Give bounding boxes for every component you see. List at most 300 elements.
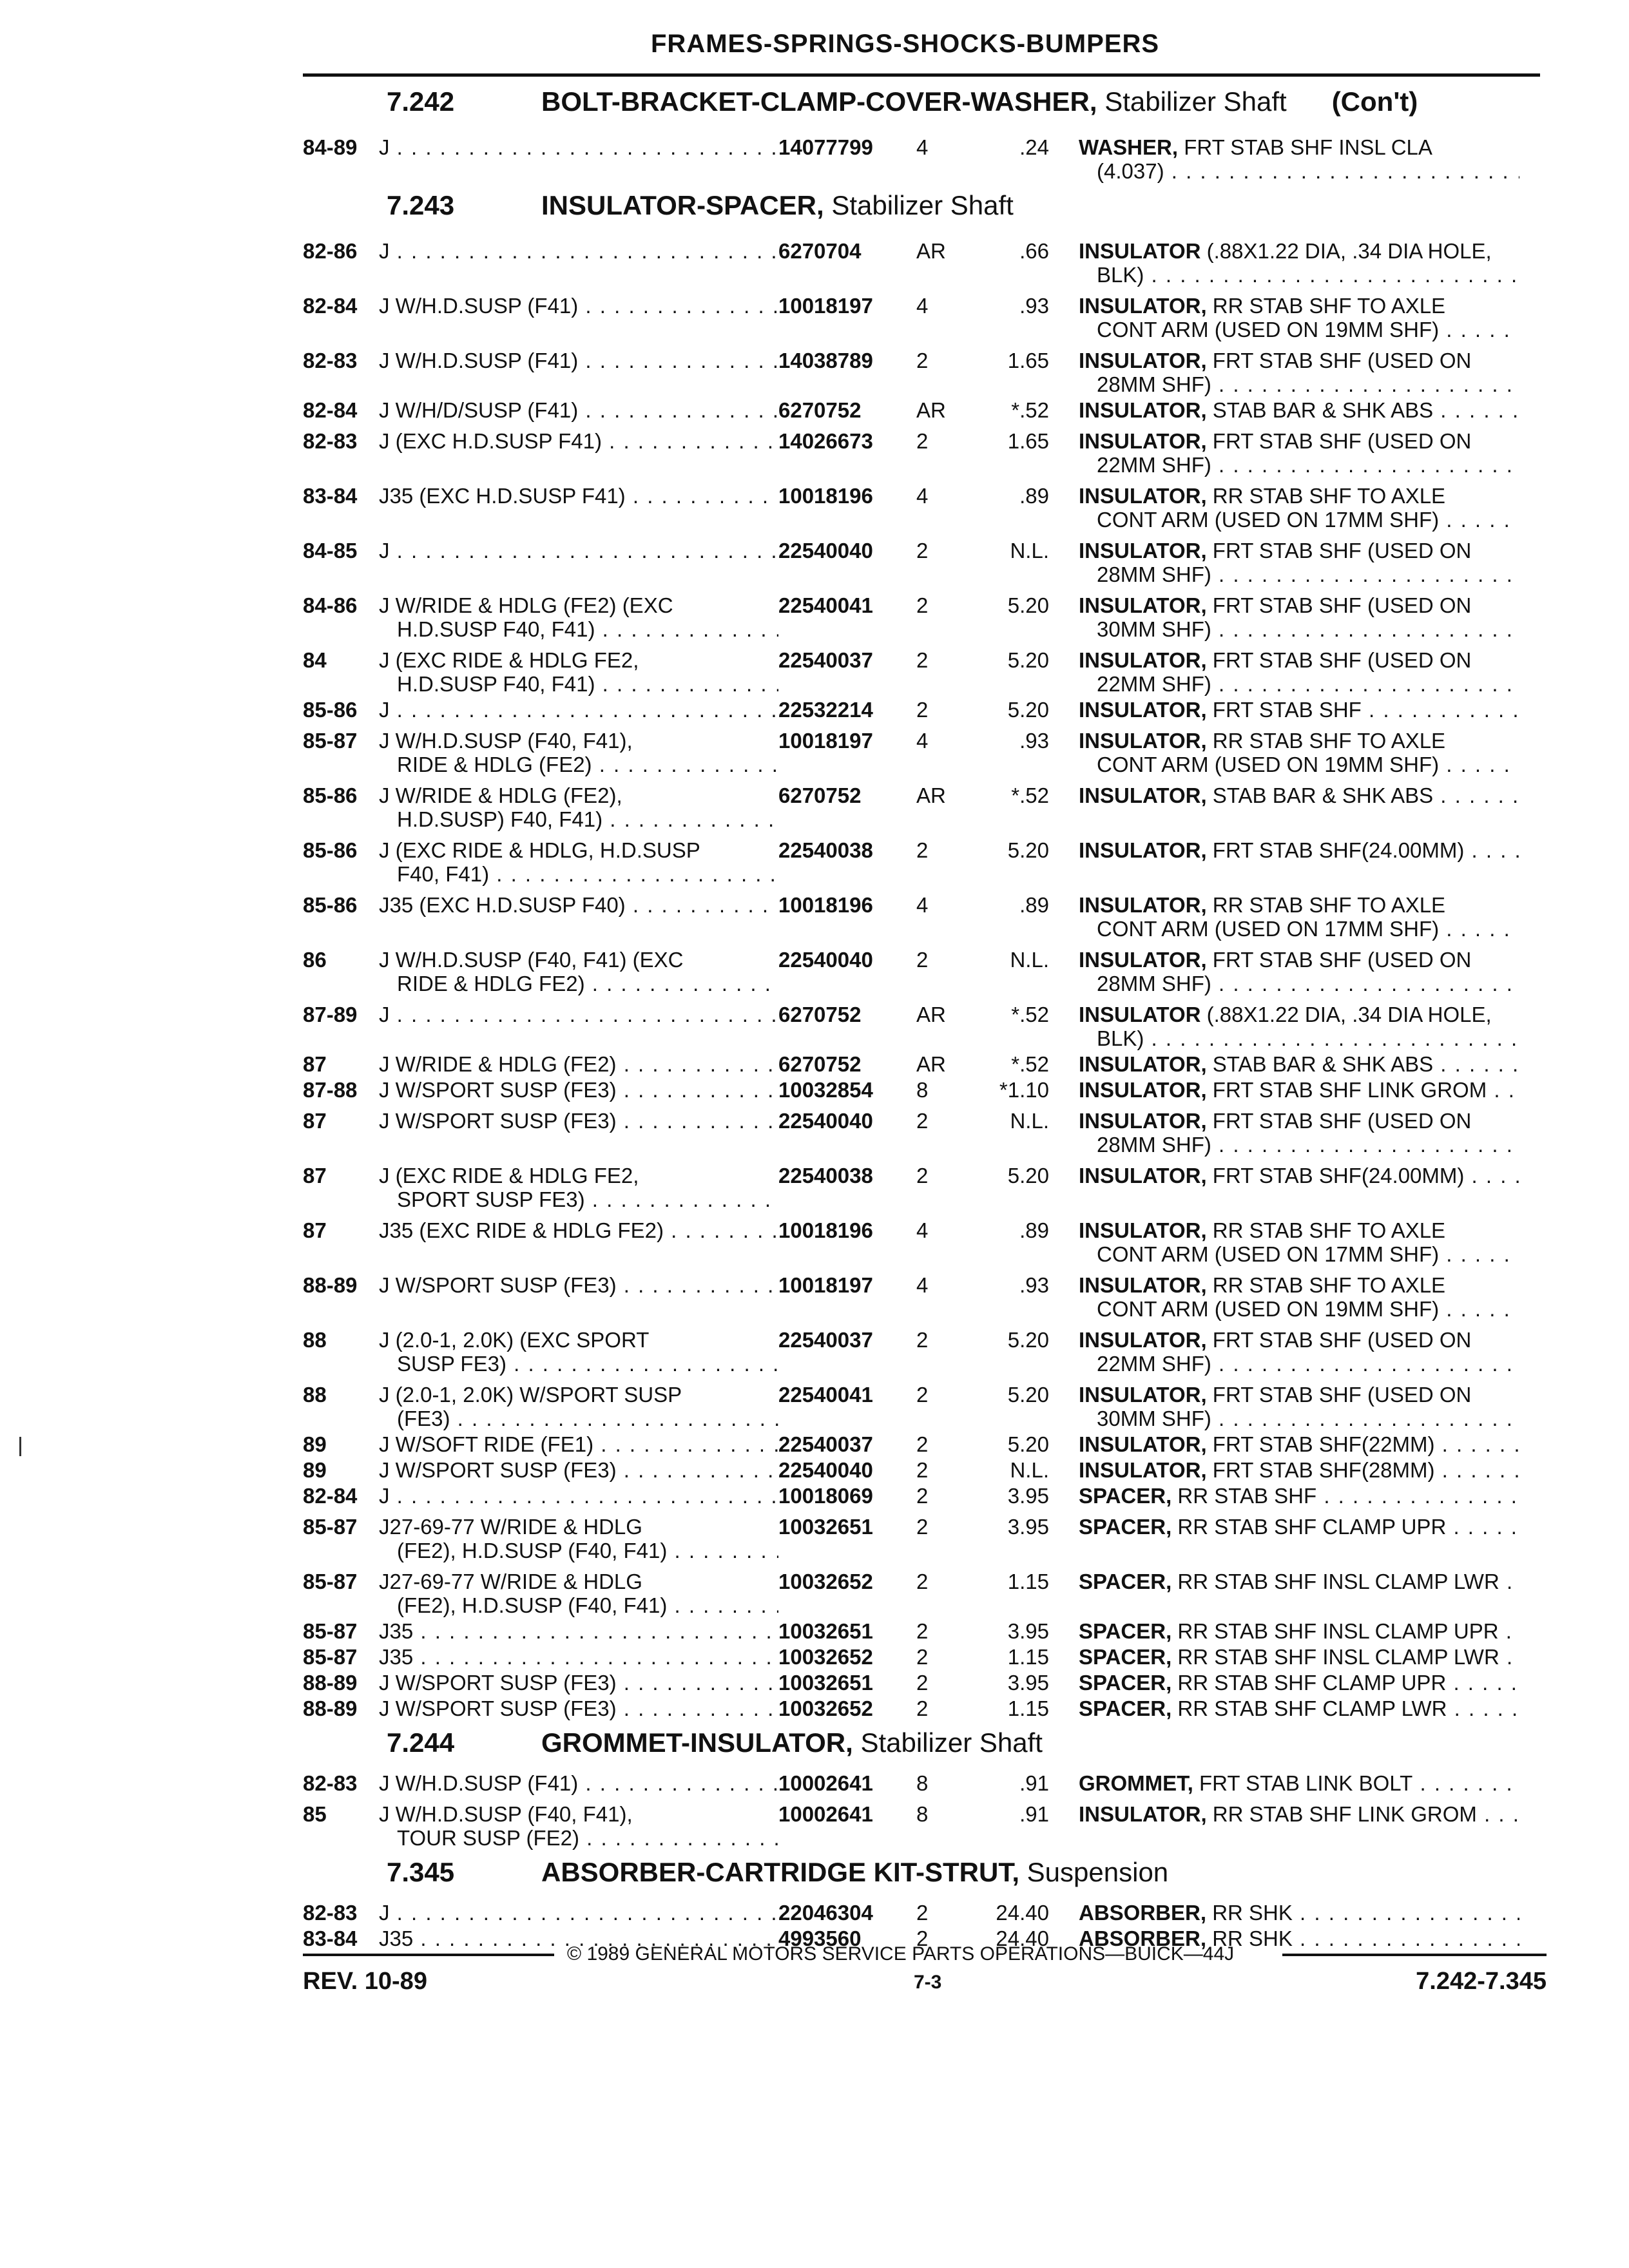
application-line: J W/H.D.SUSP (F40, F41), <box>379 1802 633 1826</box>
part-description <box>1055 1052 1519 1076</box>
part-name: INSULATOR, <box>1079 648 1207 672</box>
section-range: 7.242-7.345 <box>1416 1968 1547 1995</box>
part-description <box>1055 838 1519 862</box>
description-text: RR STAB SHF INSL CLAMP LWR <box>1177 1645 1499 1669</box>
footer-rule-left <box>303 1954 554 1956</box>
table-row <box>303 997 1547 1052</box>
model-years: 83-84 <box>303 1927 358 1950</box>
section-title <box>541 1727 1043 1758</box>
vehicle-application <box>379 1671 778 1695</box>
table-row <box>303 1268 1547 1323</box>
part-name: INSULATOR, <box>1079 539 1207 562</box>
section-title-main: BOLT-BRACKET-CLAMP-COVER-WASHER, <box>541 86 1097 117</box>
quantity: 4 <box>916 484 929 508</box>
vehicle-application <box>379 1383 778 1430</box>
table-row <box>303 833 1547 888</box>
description-line: CONT ARM (USED ON 17MM SHF) . . . <box>1079 1242 1519 1266</box>
model-years: 85-87 <box>303 1619 358 1643</box>
section-number: 7.243 <box>387 190 455 220</box>
model-years: 87-88 <box>303 1078 358 1102</box>
description-text: FRT STAB SHF (USED ON <box>1212 429 1472 453</box>
price: N.L. <box>1010 1109 1049 1133</box>
part-description <box>1055 1619 1519 1643</box>
section-number: 7.244 <box>387 1727 455 1758</box>
part-number: 6270752 <box>778 398 862 422</box>
quantity: AR <box>916 398 946 422</box>
description-text: RR STAB SHF CLAMP UPR <box>1177 1671 1447 1695</box>
description-text: FRT STAB SHF (USED ON <box>1212 948 1472 972</box>
part-number: 10018197 <box>778 294 873 318</box>
model-years: 84-85 <box>303 539 358 562</box>
description-line <box>1079 1383 1519 1407</box>
application-line: J35 . . . <box>379 1645 778 1669</box>
part-number: 14077799 <box>778 135 873 159</box>
application-line: J W/SPORT SUSP (FE3) . . . <box>379 1078 778 1102</box>
table-row <box>303 1432 1547 1458</box>
part-name: INSULATOR, <box>1079 729 1207 753</box>
part-description <box>1055 1383 1519 1430</box>
part-description <box>1055 893 1519 941</box>
price: 1.15 <box>1007 1645 1049 1669</box>
description-line <box>1079 1273 1519 1297</box>
part-description <box>1055 349 1519 396</box>
part-number: 22532214 <box>778 698 873 722</box>
application-line: J W/SPORT SUSP (FE3) . . . <box>379 1109 778 1133</box>
model-years: 84-89 <box>303 135 358 159</box>
description-line: 22MM SHF) . . . <box>1079 1352 1519 1376</box>
quantity: 2 <box>916 1696 929 1720</box>
part-number: 22540038 <box>778 1164 873 1187</box>
model-years: 85-86 <box>303 783 358 807</box>
part-number: 10032854 <box>778 1078 873 1102</box>
description-line <box>1079 1109 1519 1133</box>
model-years: 88 <box>303 1328 327 1352</box>
part-name: SPACER, <box>1079 1515 1172 1539</box>
description-text: RR STAB SHF LINK GROM <box>1212 1802 1477 1826</box>
application-line: SPORT SUSP FE3) . . . <box>379 1187 778 1211</box>
price: .91 <box>1019 1802 1049 1826</box>
price: 3.95 <box>1007 1484 1049 1508</box>
application-line: J W/SPORT SUSP (FE3) . . . <box>379 1273 778 1297</box>
application-line: J27-69-77 W/RIDE & HDLG <box>379 1570 642 1593</box>
price: 5.20 <box>1007 698 1049 722</box>
application-line: J (EXC RIDE & HDLG FE2, <box>379 1164 639 1187</box>
description-line <box>1079 1458 1519 1482</box>
section-title <box>541 1857 1168 1888</box>
vehicle-application <box>379 648 778 696</box>
part-description <box>1055 1164 1519 1187</box>
model-years: 84 <box>303 648 327 672</box>
description-line <box>1079 484 1519 508</box>
description-text: STAB BAR & SHK ABS <box>1212 1052 1434 1076</box>
application-line: J . . . <box>379 698 778 722</box>
price: N.L. <box>1010 1458 1049 1482</box>
table-row <box>303 643 1547 698</box>
part-description <box>1055 1645 1519 1669</box>
description-line <box>1079 1671 1519 1695</box>
table-row <box>303 1484 1547 1510</box>
price: 5.20 <box>1007 838 1049 862</box>
table-row <box>303 1771 1547 1797</box>
application-line: H.D.SUSP F40, F41) . . . <box>379 672 778 696</box>
part-name: INSULATOR <box>1079 239 1201 263</box>
application-line: J W/H/D/SUSP (F41) . . . <box>379 398 778 422</box>
part-number: 10018069 <box>778 1484 873 1508</box>
continued-label: (Con't) <box>1331 86 1418 117</box>
model-years: 88-89 <box>303 1273 358 1297</box>
description-line: (4.037) . . . <box>1079 159 1519 183</box>
price: 1.65 <box>1007 349 1049 372</box>
vehicle-application <box>379 135 778 159</box>
part-name: INSULATOR, <box>1079 484 1207 508</box>
part-number: 4993560 <box>778 1927 862 1950</box>
section-heading <box>303 185 1547 234</box>
part-number: 10018196 <box>778 893 873 917</box>
description-line: BLK) . . . <box>1079 1026 1519 1050</box>
model-years: 85-86 <box>303 893 358 917</box>
model-years: 82-83 <box>303 349 358 372</box>
table-row <box>303 1323 1547 1378</box>
description-text: FRT STAB SHF (USED ON <box>1212 539 1472 562</box>
description-line <box>1079 893 1519 917</box>
part-number: 14026673 <box>778 429 873 453</box>
model-years: 88-89 <box>303 1696 358 1720</box>
part-name: SPACER, <box>1079 1696 1172 1720</box>
description-text: RR STAB SHF TO AXLE <box>1212 893 1446 917</box>
copyright-notice: © 1989 GENERAL MOTORS SERVICE PARTS OPERATIONS—BUICK—44J <box>567 1943 1235 1965</box>
table-row <box>303 1378 1547 1432</box>
price: .89 <box>1019 484 1049 508</box>
application-line: J (EXC H.D.SUSP F41) . . . <box>379 429 778 453</box>
part-number: 14038789 <box>778 349 873 372</box>
quantity: 8 <box>916 1771 929 1795</box>
section-title-sub: Stabilizer Shaft <box>831 190 1014 220</box>
part-name: INSULATOR, <box>1079 1078 1207 1102</box>
vehicle-application <box>379 1109 778 1133</box>
description-text: RR SHK <box>1212 1901 1293 1925</box>
model-years: 85-87 <box>303 1645 358 1669</box>
part-description <box>1055 1078 1519 1102</box>
description-line <box>1079 698 1519 722</box>
part-number: 10018197 <box>778 1273 873 1297</box>
description-text: RR STAB SHF TO AXLE <box>1212 1218 1446 1242</box>
table-row <box>303 130 1547 185</box>
description-line: 22MM SHF) . . . <box>1079 453 1519 477</box>
part-name: SPACER, <box>1079 1570 1172 1593</box>
model-years: 85-87 <box>303 1515 358 1539</box>
part-number: 22540041 <box>778 1383 873 1407</box>
description-line <box>1079 1901 1519 1925</box>
part-name: ABSORBER, <box>1079 1927 1207 1950</box>
price: 24.40 <box>996 1927 1049 1950</box>
page-footer <box>303 1943 1547 2001</box>
application-line: J W/H.D.SUSP (F41) . . . <box>379 294 778 318</box>
quantity: 2 <box>916 698 929 722</box>
part-name: INSULATOR, <box>1079 1432 1207 1456</box>
vehicle-application <box>379 698 778 722</box>
description-line <box>1079 1771 1519 1795</box>
application-line: J W/SPORT SUSP (FE3) . . . <box>379 1671 778 1695</box>
model-years: 85-86 <box>303 838 358 862</box>
vehicle-application <box>379 1515 778 1562</box>
description-line: CONT ARM (USED ON 19MM SHF) . . . <box>1079 753 1519 776</box>
vehicle-application <box>379 1328 778 1376</box>
application-line: SUSP FE3) . . . <box>379 1352 778 1376</box>
quantity: AR <box>916 783 946 807</box>
description-text: RR STAB SHF INSL CLAMP LWR <box>1177 1570 1499 1593</box>
part-name: SPACER, <box>1079 1484 1172 1508</box>
description-line: 28MM SHF) . . . <box>1079 562 1519 586</box>
quantity: 2 <box>916 948 929 972</box>
description-line: BLK) . . . <box>1079 263 1519 287</box>
application-line: J (EXC RIDE & HDLG, H.D.SUSP <box>379 838 700 862</box>
part-description <box>1055 1273 1519 1321</box>
description-text: FRT STAB SHF <box>1212 698 1362 722</box>
description-line <box>1079 1515 1519 1539</box>
vehicle-application <box>379 429 778 453</box>
model-years: 85-87 <box>303 1570 358 1593</box>
part-name: INSULATOR, <box>1079 893 1207 917</box>
description-line <box>1079 1432 1519 1456</box>
part-description <box>1055 429 1519 477</box>
model-years: 83-84 <box>303 484 358 508</box>
part-number: 6270752 <box>778 1052 862 1076</box>
section-number: 7.345 <box>387 1857 455 1887</box>
table-row <box>303 1052 1547 1078</box>
section-heading <box>303 1722 1547 1771</box>
quantity: 2 <box>916 838 929 862</box>
quantity: 2 <box>916 1645 929 1669</box>
table-row <box>303 1564 1547 1619</box>
description-line <box>1079 1052 1519 1076</box>
description-text: FRT STAB SHF LINK GROM <box>1212 1078 1487 1102</box>
table-row <box>303 424 1547 479</box>
model-years: 85-86 <box>303 698 358 722</box>
description-line <box>1079 1802 1519 1826</box>
part-name: WASHER, <box>1079 135 1179 159</box>
price: 5.20 <box>1007 1328 1049 1352</box>
model-years: 82-84 <box>303 1484 358 1508</box>
price: *.52 <box>1011 783 1049 807</box>
part-name: INSULATOR, <box>1079 1052 1207 1076</box>
part-name: SPACER, <box>1079 1645 1172 1669</box>
table-row <box>303 1158 1547 1213</box>
part-number: 22046304 <box>778 1901 873 1925</box>
application-line: J35 (EXC H.D.SUSP F41) . . . <box>379 484 778 508</box>
page-title: FRAMES-SPRINGS-SHOCKS-BUMPERS <box>651 30 1160 58</box>
application-line: H.D.SUSP) F40, F41) . . . <box>379 807 778 831</box>
vehicle-application <box>379 783 778 831</box>
table-row <box>303 1671 1547 1696</box>
price: 5.20 <box>1007 593 1049 617</box>
part-name: INSULATOR, <box>1079 593 1207 617</box>
description-line: 28MM SHF) . . . <box>1079 372 1519 396</box>
parts-listing <box>303 81 1547 1952</box>
quantity: 4 <box>916 1218 929 1242</box>
part-name: ABSORBER, <box>1079 1901 1207 1925</box>
part-description <box>1055 1696 1519 1720</box>
part-description <box>1055 135 1519 183</box>
part-name: INSULATOR, <box>1079 429 1207 453</box>
part-number: 10032652 <box>778 1696 873 1720</box>
quantity: 2 <box>916 593 929 617</box>
application-line: J35 . . . <box>379 1619 778 1643</box>
description-text: STAB BAR & SHK ABS <box>1212 398 1434 422</box>
quantity: 2 <box>916 1164 929 1187</box>
quantity: 8 <box>916 1802 929 1826</box>
description-text: FRT STAB SHF (USED ON <box>1212 1109 1472 1133</box>
part-name: INSULATOR <box>1079 1003 1201 1026</box>
part-number: 6270704 <box>778 239 862 263</box>
model-years: 84-86 <box>303 593 358 617</box>
price: *.52 <box>1011 1052 1049 1076</box>
model-years: 85 <box>303 1802 327 1826</box>
model-years: 89 <box>303 1432 327 1456</box>
part-description <box>1055 648 1519 696</box>
footer-rule-right <box>1282 1954 1547 1956</box>
application-line: J . . . <box>379 135 778 159</box>
vehicle-application <box>379 1273 778 1297</box>
price: 3.95 <box>1007 1515 1049 1539</box>
part-description <box>1055 398 1519 422</box>
vehicle-application <box>379 729 778 776</box>
price: 5.20 <box>1007 1432 1049 1456</box>
section-heading <box>303 81 1547 130</box>
quantity: 2 <box>916 1458 929 1482</box>
description-line: CONT ARM (USED ON 19MM SHF) . . . <box>1079 318 1519 341</box>
price: 3.95 <box>1007 1619 1049 1643</box>
vehicle-application <box>379 838 778 886</box>
description-text: FRT STAB SHF(24.00MM) <box>1212 838 1465 862</box>
part-number: 22540041 <box>778 593 873 617</box>
application-line: J W/H.D.SUSP (F41) . . . <box>379 1771 778 1795</box>
description-text: FRT STAB SHF (USED ON <box>1212 1328 1472 1352</box>
price: .93 <box>1019 1273 1049 1297</box>
table-row <box>303 1213 1547 1268</box>
part-description <box>1055 783 1519 807</box>
price: .93 <box>1019 729 1049 753</box>
table-row <box>303 398 1547 424</box>
part-number: 10002641 <box>778 1802 873 1826</box>
part-description <box>1055 1671 1519 1695</box>
table-row <box>303 479 1547 533</box>
vehicle-application <box>379 1570 778 1617</box>
model-years: 88 <box>303 1383 327 1407</box>
vehicle-application <box>379 398 778 422</box>
quantity: 4 <box>916 729 929 753</box>
description-line: CONT ARM (USED ON 17MM SHF) . . . <box>1079 508 1519 532</box>
price: *1.10 <box>999 1078 1049 1102</box>
page-number: 7-3 <box>914 1972 942 1993</box>
part-name: INSULATOR, <box>1079 1383 1207 1407</box>
price: 5.20 <box>1007 648 1049 672</box>
part-description <box>1055 484 1519 532</box>
part-number: 10002641 <box>778 1771 873 1795</box>
vehicle-application <box>379 1164 778 1211</box>
part-name: INSULATOR, <box>1079 1458 1207 1482</box>
part-number: 10018196 <box>778 1218 873 1242</box>
application-line: J W/RIDE & HDLG (FE2), <box>379 783 622 807</box>
application-line: J35 . . . <box>379 1927 778 1950</box>
part-description <box>1055 1901 1519 1925</box>
description-text: RR STAB SHF CLAMP UPR <box>1177 1515 1447 1539</box>
vehicle-application <box>379 1771 778 1795</box>
header-rule <box>303 73 1540 77</box>
table-row <box>303 943 1547 997</box>
description-line <box>1079 838 1519 862</box>
vehicle-application <box>379 1802 778 1850</box>
description-line <box>1079 398 1519 422</box>
model-years: 82-83 <box>303 1771 358 1795</box>
part-description <box>1055 593 1519 641</box>
model-years: 82-83 <box>303 1901 358 1925</box>
part-description <box>1055 1109 1519 1157</box>
model-years: 89 <box>303 1458 327 1482</box>
description-text: FRT STAB SHF INSL CLA <box>1184 135 1432 159</box>
part-name: SPACER, <box>1079 1619 1172 1643</box>
description-line: 30MM SHF) . . . <box>1079 1407 1519 1430</box>
description-line: 30MM SHF) . . . <box>1079 617 1519 641</box>
price: 24.40 <box>996 1901 1049 1925</box>
table-row <box>303 698 1547 724</box>
quantity: 2 <box>916 1927 929 1950</box>
application-line: J (EXC RIDE & HDLG FE2, <box>379 648 639 672</box>
part-number: 22540037 <box>778 648 873 672</box>
quantity: 2 <box>916 1383 929 1407</box>
application-line: J . . . <box>379 1484 778 1508</box>
quantity: 2 <box>916 1515 929 1539</box>
application-line: J35 (EXC RIDE & HDLG FE2) . . . <box>379 1218 778 1242</box>
quantity: 2 <box>916 1619 929 1643</box>
description-line <box>1079 783 1519 807</box>
quantity: 2 <box>916 349 929 372</box>
price: .24 <box>1019 135 1049 159</box>
application-line: TOUR SUSP (FE2) . . . <box>379 1826 778 1850</box>
part-description <box>1055 1003 1519 1050</box>
table-row <box>303 289 1547 343</box>
application-line: RIDE & HDLG (FE2) . . . <box>379 753 778 776</box>
application-line: J W/SOFT RIDE (FE1) . . . <box>379 1432 778 1456</box>
vehicle-application <box>379 239 778 263</box>
description-line <box>1079 349 1519 372</box>
price: 1.65 <box>1007 429 1049 453</box>
application-line: J . . . <box>379 1003 778 1026</box>
part-name: INSULATOR, <box>1079 698 1207 722</box>
application-line: J . . . <box>379 1901 778 1925</box>
part-number: 22540040 <box>778 539 873 562</box>
part-description <box>1055 1432 1519 1456</box>
price: 3.95 <box>1007 1671 1049 1695</box>
table-row <box>303 234 1547 289</box>
quantity: 4 <box>916 294 929 318</box>
part-name: INSULATOR, <box>1079 398 1207 422</box>
application-line: J27-69-77 W/RIDE & HDLG <box>379 1515 642 1539</box>
description-text: RR STAB SHF TO AXLE <box>1212 484 1446 508</box>
description-text: FRT STAB SHF(28MM) <box>1212 1458 1435 1482</box>
vehicle-application <box>379 484 778 508</box>
description-line: CONT ARM (USED ON 17MM SHF) . . . <box>1079 917 1519 941</box>
model-years: 88-89 <box>303 1671 358 1695</box>
description-text: RR STAB SHF TO AXLE <box>1212 294 1446 318</box>
application-line: J W/RIDE & HDLG (FE2) (EXC <box>379 593 673 617</box>
price: 1.15 <box>1007 1570 1049 1593</box>
part-description <box>1055 1484 1519 1508</box>
application-line: (FE2), H.D.SUSP (F40, F41) . . . <box>379 1593 778 1617</box>
description-line <box>1079 1328 1519 1352</box>
price: .66 <box>1019 239 1049 263</box>
vehicle-application <box>379 1901 778 1925</box>
vehicle-application <box>379 349 778 372</box>
